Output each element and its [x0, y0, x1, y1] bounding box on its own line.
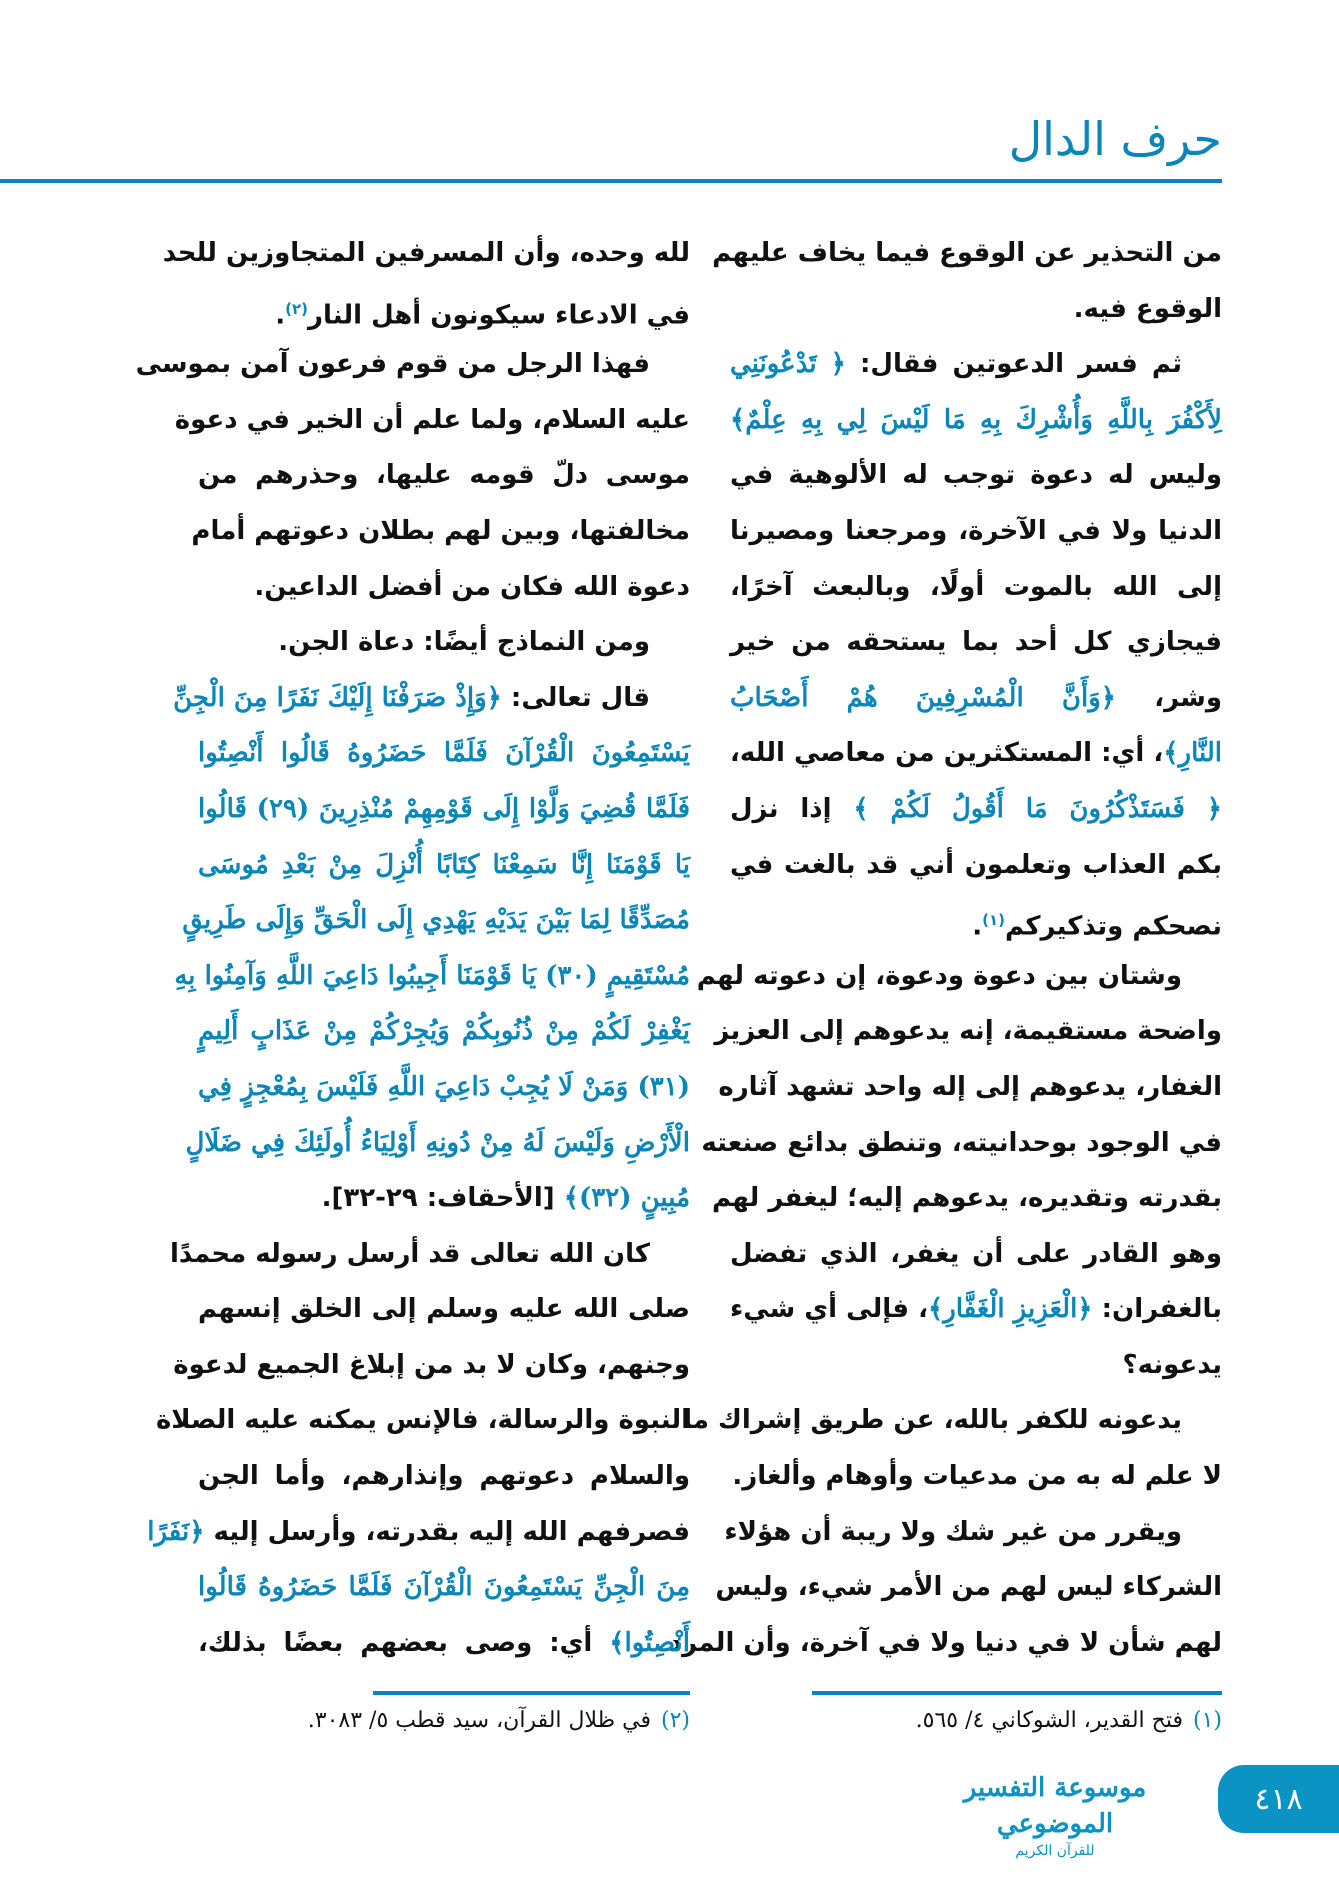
quran-verse: يَغْفِرْ لَكُمْ مِنْ ذُنُوبِكُمْ وَيُجِرْكُمْ مِنْ عَذَابٍ أَلِيمٍ [198, 1016, 690, 1047]
quran-verse: ﴿ تَدْعُونَنِي [730, 349, 846, 380]
body-text: واضحة مستقيمة، إنه يدعوهم إلى العزيز [714, 1016, 1222, 1047]
body-text: الشركاء ليس لهم من الأمر شيء، وليس [715, 1572, 1222, 1603]
quran-verse: لِأَكْفُرَ بِاللَّهِ وَأُشْرِكَ بِهِ مَا لَيْسَ لِي بِهِ عِلْمٌ﴾ [730, 404, 1222, 435]
text-line [198, 1560, 690, 1616]
left-text-column [135, 226, 691, 1671]
body-text: الدنيا ولا في الآخرة، ومرجعنا ومصيرنا [730, 515, 1222, 546]
text-line [730, 782, 1222, 838]
quran-verse: مُصَدِّقًا لِمَا بَيْنَ يَدَيْهِ يَهْدِي إِلَى الْحَقِّ وَإِلَى طَرِيقٍ [182, 905, 690, 936]
body-text: وجنهم، وكان لا بد من إبلاغ الجميع لدعوة [173, 1349, 690, 1380]
body-text: إذا نزل [730, 793, 854, 824]
logo-title: موسوعة التفسير الموضوعي [963, 1773, 1147, 1839]
text-line [714, 1004, 1222, 1060]
footnote-divider-left [373, 1691, 690, 1695]
quran-verse: مُبِينٍ (٣٢)﴾ [563, 1183, 690, 1214]
body-text: بكم العذاب وتعلمون أني قد بالغت في [730, 849, 1222, 880]
text-line [730, 893, 1222, 949]
body-text: فيجازي كل أحد بما يستحقه من خير [730, 627, 1222, 658]
text-line [198, 1004, 690, 1060]
footnote-number: (٢) [660, 1708, 690, 1733]
text-line [668, 1616, 1222, 1672]
text-line [173, 1338, 690, 1394]
text-line [683, 1393, 1222, 1449]
text-line [724, 1505, 1222, 1561]
text-line [730, 671, 1222, 727]
body-text: موسى دلّ قومه عليها، وحذرهم من [198, 460, 690, 491]
body-text: لهم شأن لا في دنيا ولا في آخرة، وأن المرد [668, 1627, 1222, 1658]
right-text-column [668, 226, 1223, 1671]
body-text: فصرفهم الله إليه بقدرته، وأرسل إليه [204, 1516, 690, 1547]
text-line [715, 1560, 1222, 1616]
page-number: ٤١٨ [1218, 1765, 1339, 1833]
quran-verse: ﴿نَفَرًا [147, 1516, 205, 1547]
body-text: بالغفران: [1092, 1294, 1223, 1325]
body-text: لله وحده، وأن المسرفين المتجاوزين للحد [162, 238, 690, 268]
text-line [730, 560, 1222, 616]
body-text: وهو القادر على أن يغفر، الذي تفضل [730, 1238, 1222, 1269]
text-line [198, 1060, 690, 1116]
body-text: ثم فسر الدعوتين فقال: [845, 349, 1183, 380]
quran-verse: يَا قَوْمَنَا إِنَّا سَمِعْنَا كِتَابًا أُنْزِلَ مِنْ بَعْدِ مُوسَى [198, 849, 690, 880]
text-line [198, 1449, 690, 1505]
text-line [198, 448, 690, 504]
body-text: لا علم له به من مدعيات وأوهام وألغاز. [732, 1461, 1222, 1492]
text-line [155, 1393, 690, 1449]
body-text: ويقرر من غير شك ولا ريبة أن هؤلاء [724, 1516, 1182, 1547]
text-line [198, 782, 690, 838]
body-text: وشتان بين دعوة ودعوة، إن دعوته لهم [696, 960, 1182, 991]
quran-verse: ﴿ فَسَتَذْكُرُونَ مَا أَقُولُ لَكُمْ ﴾ [853, 793, 1222, 824]
text-line [730, 337, 1222, 393]
body-text: أي: وصى بعضهم بعضًا بذلك، [198, 1627, 610, 1658]
quran-verse: مُسْتَقِيمٍ (٣٠) يَا قَوْمَنَا أَجِيبُوا دَاعِيَ اللَّهِ وَآمِنُوا بِهِ [174, 960, 690, 991]
text-line [198, 1171, 690, 1227]
text-line [730, 448, 1222, 504]
quran-verse: الْأَرْضِ وَلَيْسَ لَهُ مِنْ دُونِهِ أَوْلِيَاءُ أُولَئِكَ فِي ضَلَالٍ [185, 1127, 690, 1158]
text-line [185, 1116, 690, 1172]
quran-verse: ﴿الْعَزِيزِ الْغَفَّارِ﴾ [928, 1294, 1093, 1325]
body-text: وشر، [1116, 682, 1222, 713]
chapter-title: حرف الدال [1008, 112, 1222, 166]
body-text: ومن النماذج أيضًا: دعاة الجن. [278, 627, 650, 658]
body-text: فهذا الرجل من قوم فرعون آمن بموسى [135, 349, 650, 380]
body-text: في الادعاء سيكونون أهل النار [308, 300, 690, 331]
body-text: النبوة والرسالة، فالإنس يمكنه عليه الصلاة [155, 1405, 690, 1436]
text-line [730, 393, 1222, 449]
text-line [730, 838, 1222, 894]
quran-verse: فَلَمَّا قُضِيَ وَلَّوْا إِلَى قَوْمِهِمْ مُنْذِرِينَ (٢٩) قَالُوا [198, 793, 691, 824]
body-text: ، أي: المستكثرين من معاصي الله، [730, 738, 1164, 769]
text-line [730, 1449, 1222, 1505]
text-line [701, 1116, 1222, 1172]
text-line [696, 949, 1222, 1005]
footnote-reference[interactable]: (١) [982, 911, 1005, 930]
text-line [198, 838, 690, 894]
text-line [730, 1282, 1222, 1338]
text-line [191, 504, 690, 560]
footnote-number: (١) [1192, 1708, 1222, 1733]
text-line [198, 560, 690, 616]
text-line [730, 1227, 1222, 1283]
body-text: نصحكم وتذكيركم [1004, 911, 1222, 942]
text-line [730, 504, 1222, 560]
quran-verse: يَسْتَمِعُونَ الْقُرْآنَ فَلَمَّا حَضَرُوهُ قَالُوا أَنْصِتُوا [198, 738, 690, 769]
text-line [718, 1060, 1222, 1116]
body-text: صلى الله عليه وسلم إلى الخلق إنسهم [198, 1294, 690, 1325]
logo-subtitle: للقرآن الكريم [1015, 1843, 1095, 1859]
body-text: وليس له دعوة توجب له الألوهية في [730, 460, 1222, 491]
text-line [730, 615, 1222, 671]
body-text: يدعونه للكفر بالله، عن طريق إشراك ما [683, 1405, 1182, 1436]
quran-verse: (٣١) وَمَنْ لَا يُجِبْ دَاعِيَ اللَّهِ فَلَيْسَ بِمُعْجِزٍ فِي [198, 1071, 690, 1102]
quran-verse: ﴿وَإِذْ صَرَفْنَا إِلَيْكَ نَفَرًا مِنَ الْجِنِّ [173, 682, 502, 713]
text-line [711, 1171, 1222, 1227]
body-text: دعوة الله فكان من أفضل الداعين. [254, 571, 690, 602]
text-line [135, 337, 690, 393]
body-text: مخالفتها، وبين لهم بطلان دعوتهم أمام [191, 515, 690, 546]
text-line [712, 226, 1222, 282]
footnote-reference[interactable]: (٢) [285, 299, 308, 318]
text-line [174, 949, 690, 1005]
quran-verse: أَنْصِتُوا﴾ [609, 1627, 690, 1658]
text-line [730, 726, 1222, 782]
text-line [173, 671, 690, 727]
body-text: بقدرته وتقديره، يدعوهم إليه؛ ليغفر لهم [711, 1183, 1222, 1214]
quran-verse: مِنَ الْجِنِّ يَسْتَمِعُونَ الْقُرْآنَ فَلَمَّا حَضَرُوهُ قَالُوا [198, 1572, 690, 1603]
footnote-text: فتح القدير، الشوكاني ٤/ ٥٦٥. [915, 1708, 1183, 1733]
body-text: كان الله تعالى قد أرسل رسوله محمدًا [170, 1238, 650, 1269]
text-line [198, 615, 690, 671]
body-text: الوقوع فيه. [1073, 293, 1222, 324]
body-text: الغفار، يدعوهم إلى إله واحد تشهد آثاره [718, 1071, 1222, 1102]
body-text: إلى الله بالموت أولًا، وبالبعث آخرًا، [730, 571, 1222, 602]
encyclopedia-logo [930, 1770, 1180, 1860]
text-line [730, 282, 1222, 338]
body-text: قال تعالى: [501, 682, 650, 713]
text-line [198, 1282, 690, 1338]
header-divider [0, 179, 1222, 183]
body-text: والسلام دعوتهم وإنذارهم، وأما الجن [198, 1461, 690, 1492]
footnote-divider-right [812, 1691, 1222, 1695]
text-line [162, 226, 690, 282]
quran-verse: النَّارِ﴾ [1163, 738, 1222, 769]
body-text: ، فإلى أي شيء [730, 1294, 928, 1325]
body-text: . [972, 911, 983, 942]
text-line [198, 1616, 690, 1672]
body-text: عليه السلام، ولما علم أن الخير في دعوة [174, 404, 690, 435]
text-line [174, 393, 690, 449]
body-text: [الأحقاف: ٢٩-٣٢]. [321, 1183, 564, 1214]
text-line [198, 726, 690, 782]
body-text: . [275, 300, 286, 331]
footnote-1 [916, 1708, 1222, 1733]
footnote-text: في ظلال القرآن، سيد قطب ٥/ ٣٠٨٣. [307, 1708, 651, 1733]
text-line [730, 1338, 1222, 1394]
footnote-2 [308, 1708, 690, 1733]
text-line [147, 1505, 690, 1561]
body-text: من التحذير عن الوقوع فيما يخاف عليهم [712, 238, 1222, 268]
quran-verse: ﴿وَأَنَّ الْمُسْرِفِينَ هُمْ أَصْحَابُ [730, 682, 1116, 713]
body-text: في الوجود بوحدانيته، وتنطق بدائع صنعته [701, 1127, 1222, 1158]
text-line [170, 1227, 690, 1283]
body-text: يدعونه؟ [1122, 1349, 1222, 1380]
text-line [182, 893, 690, 949]
text-line [198, 282, 690, 338]
